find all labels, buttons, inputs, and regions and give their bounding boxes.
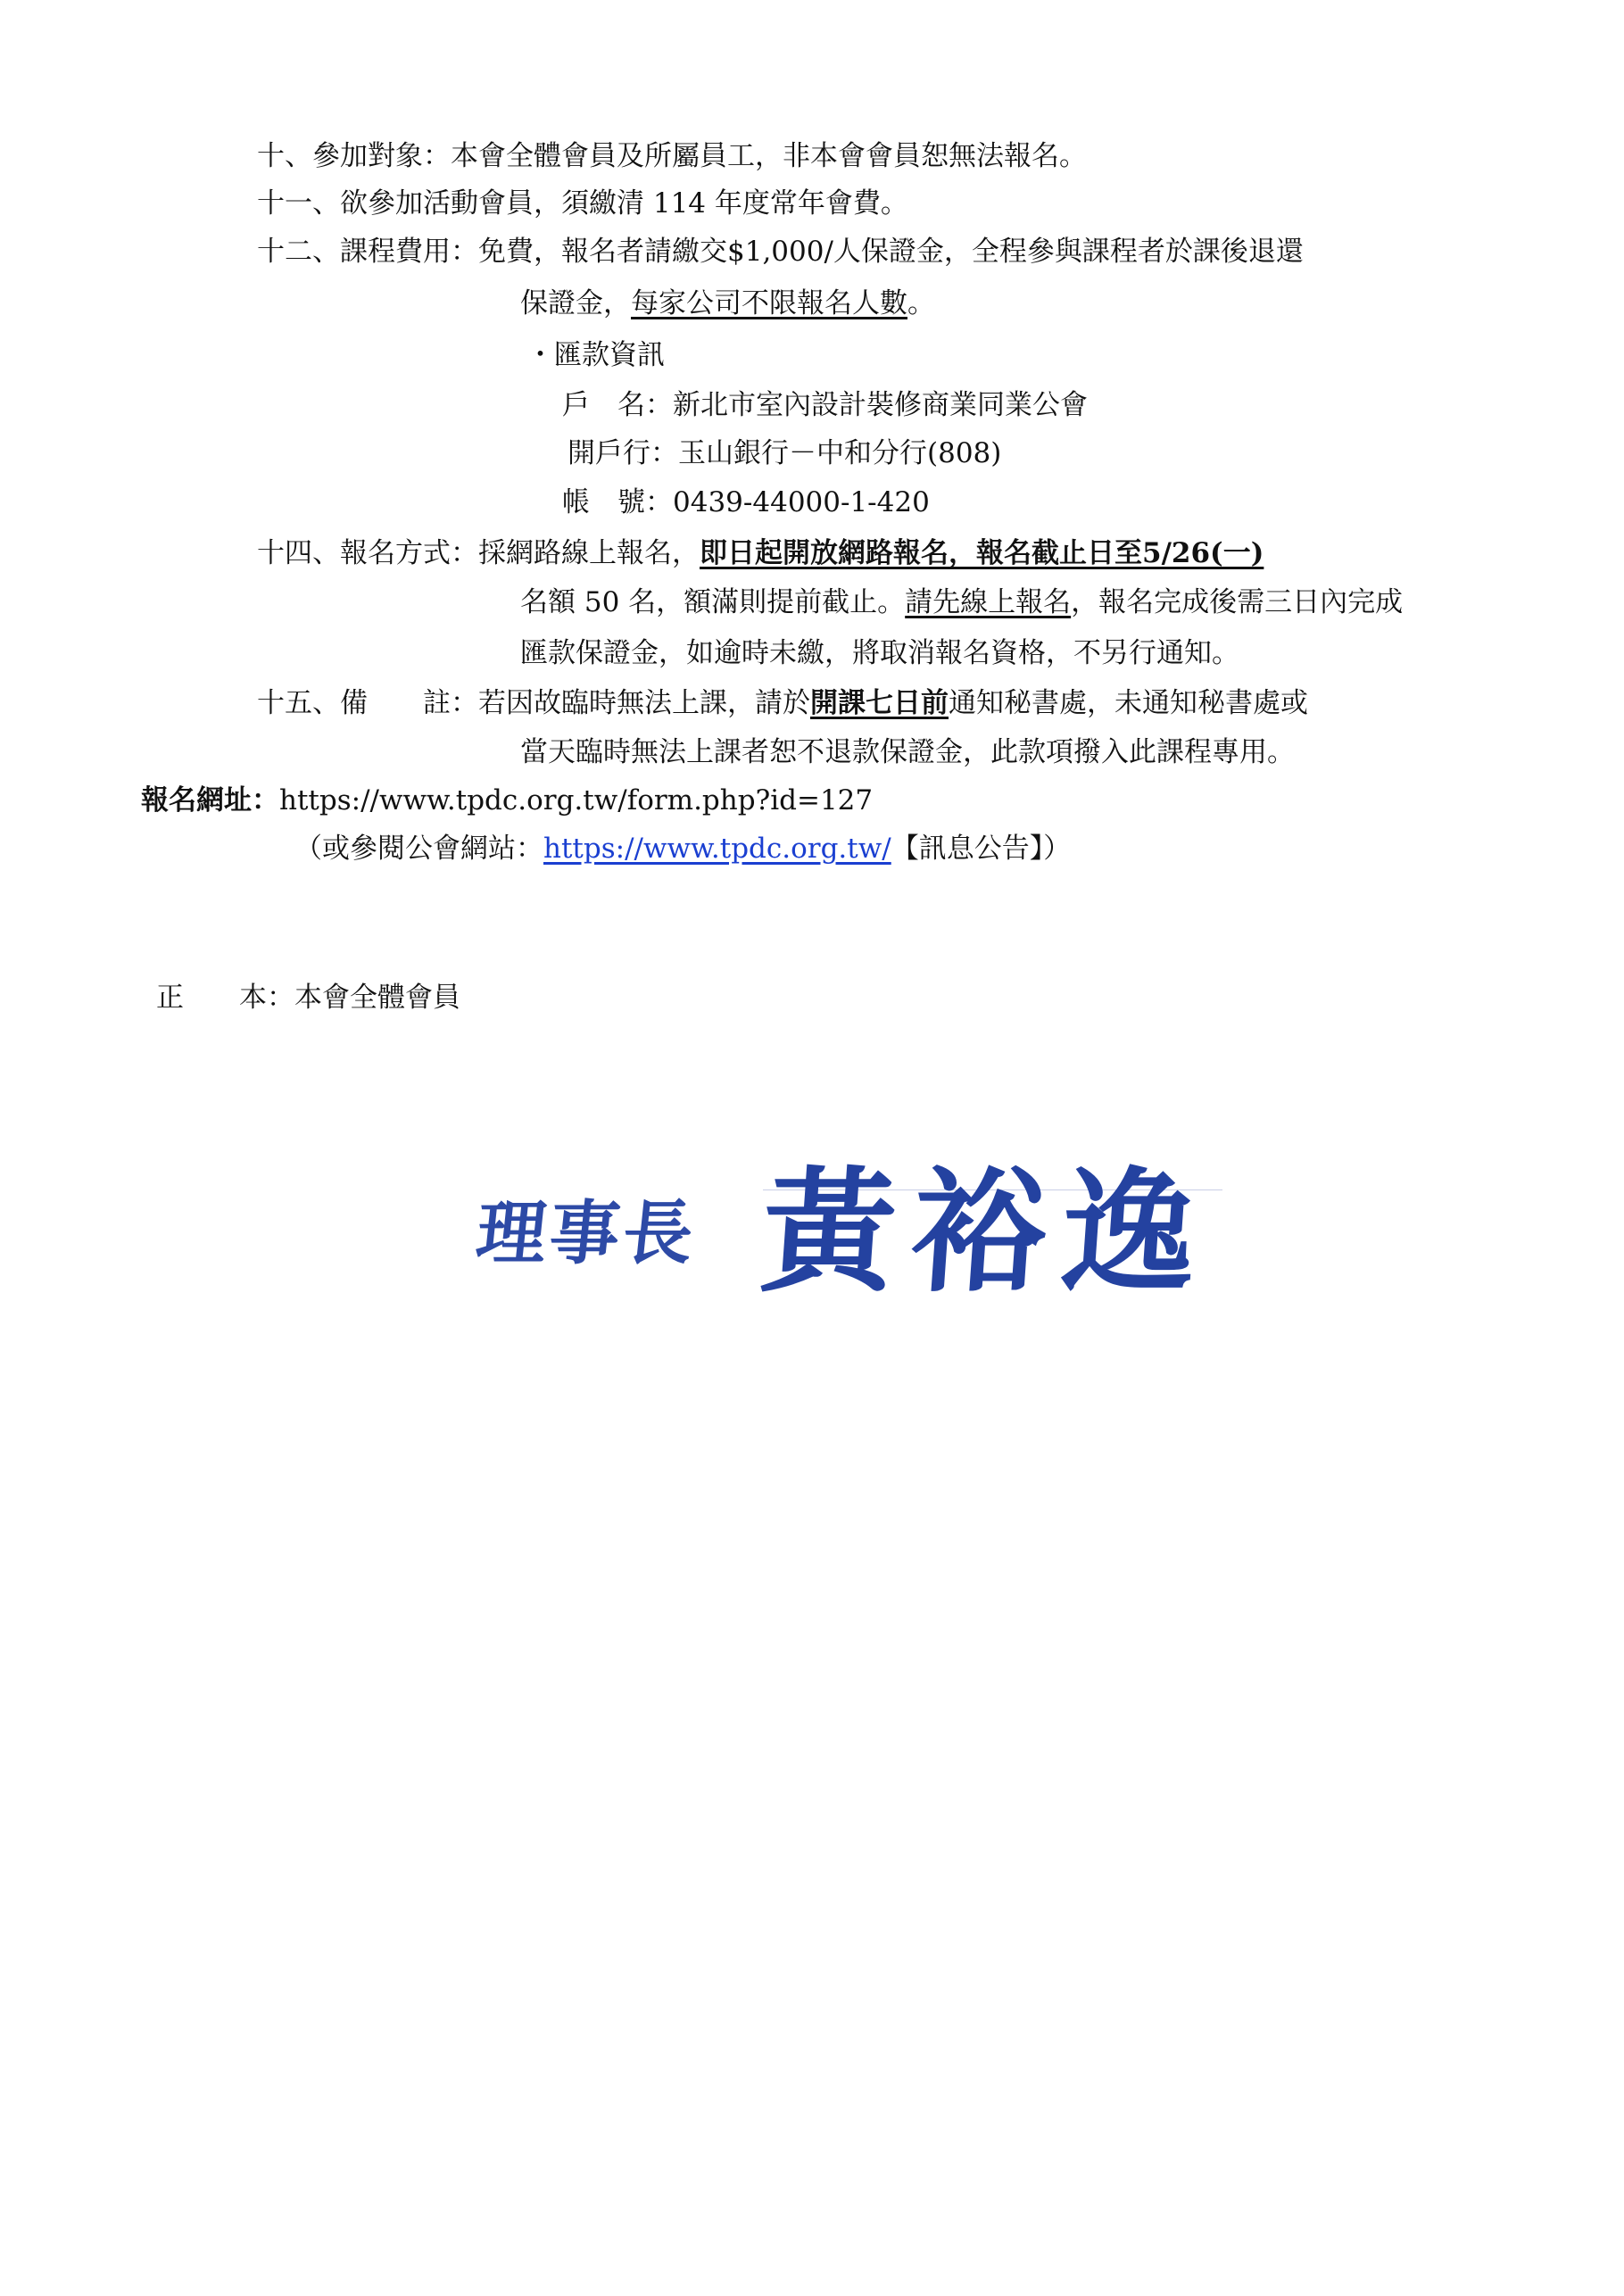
registration-label: 報名網址： (141, 784, 279, 816)
registration-alt-suffix: 【訊息公告】） (891, 833, 1072, 865)
registration-alt-link[interactable]: https://www.tpdc.org.tw/ (543, 833, 891, 865)
item-fourteen-line2 (520, 584, 1403, 620)
recipient-label: 正 本： (156, 982, 294, 1014)
item-fourteen-text2a: 名額 50 名，額滿則提前截止。 (520, 586, 906, 618)
item-fifteen-text1a: 若因故臨時無法上課，請於 (478, 687, 810, 719)
registration-line (141, 783, 873, 818)
item-twelve-text2c: 。 (907, 287, 935, 319)
remit-bank-value: 玉山銀行－中和分行(808) (678, 437, 1002, 469)
item-eleven-text: 欲參加活動會員，須繳清 114 年度常年會費。 (340, 187, 908, 220)
item-twelve-line1 (257, 234, 1304, 269)
item-fourteen-text1b: 即日起開放網路報名，報名截止日至5/26(一) (700, 537, 1264, 569)
item-fifteen-label: 十五、備 註： (257, 687, 478, 719)
recipient-line (156, 980, 460, 1015)
item-fourteen-line3: 匯款保證金，如逾時未繳，將取消報名資格，不另行通知。 (520, 637, 1239, 669)
remit-account-no-label: 帳 號： (562, 486, 673, 518)
signature-title: 理事長 (472, 1193, 701, 1274)
remit-account-no-value: 0439-44000-1-420 (673, 486, 930, 518)
chairman-signature (472, 1124, 1280, 1339)
remit-account-name (562, 387, 1088, 423)
item-fourteen-text2b: 請先線上報名 (905, 586, 1072, 618)
signature-name: 黃裕逸 (756, 1154, 1218, 1311)
registration-alt-line (294, 831, 1071, 866)
item-fifteen-text1b: 開課七日前 (810, 687, 949, 719)
item-fourteen-line1 (257, 535, 1264, 571)
item-twelve-text2b: 每家公司不限報名人數 (631, 287, 907, 319)
item-eleven (257, 186, 908, 221)
registration-alt-prefix: （或參閱公會網站： (294, 833, 543, 865)
item-twelve-line2 (520, 286, 935, 321)
item-fourteen-text1a: 採網路線上報名， (478, 537, 700, 569)
item-fifteen-text1c: 通知秘書處，未通知秘書處或 (949, 687, 1308, 719)
remit-account-name-value: 新北市室內設計裝修商業同業公會 (673, 389, 1088, 421)
item-twelve-text2a: 保證金， (520, 287, 631, 319)
remit-account-no (562, 485, 930, 520)
item-ten-text: 本會全體會員及所屬員工，非本會會員恕無法報名。 (451, 140, 1087, 172)
item-ten (257, 138, 1087, 174)
item-fifteen-line1 (257, 685, 1308, 721)
registration-url[interactable]: https://www.tpdc.org.tw/form.php?id=127 (279, 784, 874, 816)
item-twelve-label: 十二、課程費用： (257, 236, 478, 268)
item-fifteen-line2: 當天臨時無法上課者恕不退款保證金，此款項撥入此課程專用。 (520, 736, 1295, 768)
recipient-text: 本會全體會員 (294, 982, 460, 1014)
item-twelve-text1: 免費，報名者請繳交$1,000/人保證金，全程參與課程者於課後退還 (478, 236, 1304, 268)
item-fourteen-label: 十四、報名方式： (257, 537, 478, 569)
remit-account-name-label: 戶 名： (562, 389, 673, 421)
remit-bank (568, 435, 1001, 471)
remit-title: ・匯款資訊 (526, 339, 665, 371)
item-eleven-label: 十一、 (257, 187, 340, 220)
item-fourteen-text2c: ，報名完成後需三日內完成 (1071, 586, 1404, 618)
item-ten-label: 十、參加對象： (257, 140, 451, 172)
remit-bank-label: 開戶行： (568, 437, 678, 469)
